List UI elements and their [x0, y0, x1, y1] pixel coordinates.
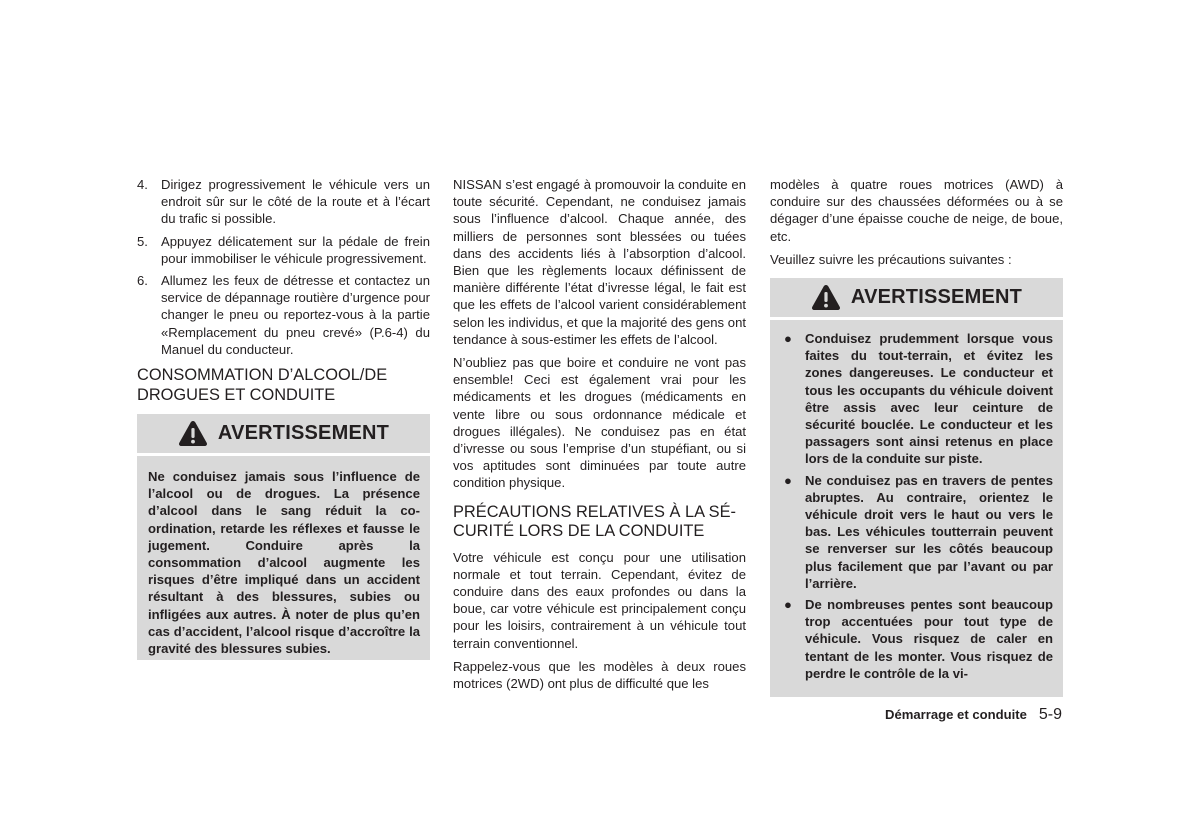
- list-item: [781, 330, 1053, 468]
- warning-triangle-icon: [811, 284, 841, 311]
- paragraph: modèles à quatre roues motrices (AWD) à conduire sur des chaussées déformées ou à se dégager d’une épaisse couche de neige, de boue, etc.: [770, 177, 1063, 244]
- page-footer: [885, 706, 1062, 724]
- bullet-text: Ne conduisez pas en travers de pentes abruptes. Au contraire, orientez le véhicule droit vers le haut ou vers le bas. Les véhicules toutterrain peuvent se renverser sur les côtés beaucoup plus facilement que par l’avant ou par l’arrière.: [805, 472, 1053, 591]
- step-text: Allumez les feux de détresse et contactez un service de dépannage routière d’urgence pour changer le pneu ou reportez-vous à la partie «Remplacement du pneu crevé» (P.6-4) du Manuel du conducteur.: [161, 273, 430, 357]
- list-item: [137, 272, 430, 358]
- bullet: ●: [784, 597, 792, 613]
- step-number: 5.: [137, 233, 148, 249]
- section-heading-safety: PRÉCAUTIONS RELATIVES À LA SÉCURITÉ LORS DE LA CONDUITE: [453, 502, 736, 541]
- warning-text: Ne conduisez jamais sous l’influence de l’alcool ou de drogues. La présence d’alcool dans le sang réduit la coordination, retarde les réflexes et fausse le jugement. Conduire après la consommation d’alcool augmente les risques d’être impliqué dans un accident résultant à des blessures, subies ou infligées aux autres. À noter de plus qu’en cas d’accident, l’alcool risque d’accroître la gravité des blessures subies.: [148, 469, 420, 657]
- column-left: [137, 176, 430, 660]
- column-middle: [453, 176, 746, 692]
- paragraph: Veuillez suivre les précautions suivantes :: [770, 251, 1012, 267]
- list-item: [781, 472, 1053, 592]
- warning-body: [137, 456, 430, 660]
- step-number: 4.: [137, 177, 148, 192]
- warning-triangle-icon: [178, 420, 208, 447]
- warning-header: [137, 414, 430, 453]
- list-item: [781, 596, 1053, 682]
- section-heading-alcohol: CONSOMMATION D’ALCOOL/DE DROGUES ET CONDUITE: [137, 366, 388, 404]
- paragraph: NISSAN s’est engagé à promouvoir la conduite en toute sécurité. Cependant, ne conduisez jamais sous l’influence d’alcool. Chaque année, des milliers de personnes sont blessées ou tuées dans des accidents liés à l’absorption d’alcool. Bien que les règlements locaux définissent de manière différente l’état d’ivresse légal, le fait est que les effets de l’alcool varient considérablement selon les individus, et que la majorité des gens ont tendance à sous-estimer les effets de l’alcool.: [453, 177, 746, 347]
- bullet-text: De nombreuses pentes sont beaucoup trop accentuées pour tout type de véhicule. Vous risquez de caler en tentant de les monter. Vous risquez de perdre le contrôle de la vi-: [805, 597, 1053, 681]
- paragraph: Votre véhicule est conçu pour une utilisation normale et tout terrain. Cependant, évitez de conduire dans des eaux profondes ou dans la boue, car votre véhicule est principalement conçu pour les loisirs, contrairement à un véhicule tout terrain conventionnel.: [453, 549, 746, 651]
- bullet-text: Conduisez prudemment lorsque vous faites du tout-terrain, et évitez les zones dangereuses. Le conducteur et tous les occupants du véhicule doivent être assis avec leur ceinture de sécurité bouclée. Le conducteur et les passagers sont ainsi retenus en place lors de la conduite sur piste.: [805, 331, 1053, 467]
- paragraph: Rappelez-vous que les modèles à deux roues motrices (2WD) ont plus de difficulté que les: [453, 658, 746, 692]
- bullet: ●: [784, 472, 792, 488]
- warning-title: AVERTISSEMENT: [217, 422, 390, 445]
- step-text: Dirigez progressivement le véhicule vers un endroit sûr sur le côté de la route et à l’écart du trafic si possible.: [161, 177, 430, 227]
- warning-body: [770, 320, 1063, 697]
- section-name: Démarrage et conduite: [884, 707, 1027, 722]
- warning-title: AVERTISSEMENT: [850, 286, 1023, 309]
- warning-header: [770, 278, 1063, 317]
- list-item: [137, 233, 430, 267]
- bullet: ●: [784, 331, 792, 347]
- warning-bullets: [781, 330, 1053, 682]
- column-right: [770, 176, 1063, 697]
- step-text: Appuyez délicatement sur la pédale de frein pour immobiliser le véhicule progressivement.: [161, 233, 430, 266]
- page-number: 5-9: [1038, 706, 1062, 723]
- steps-list: [137, 176, 430, 358]
- paragraph: N’oubliez pas que boire et conduire ne vont pas ensemble! Ceci est également vrai pour les médicaments et les drogues (médicaments en vente libre ou sous ordonnance médicale et drogues illégales). Ne conduisez pas en état d’ivresse ou sous l’emprise d’un stupéfiant, ou si vos aptitudes sont diminuées par toute autre condition physique.: [453, 355, 746, 491]
- list-item: [137, 176, 430, 228]
- step-number: 6.: [137, 273, 148, 289]
